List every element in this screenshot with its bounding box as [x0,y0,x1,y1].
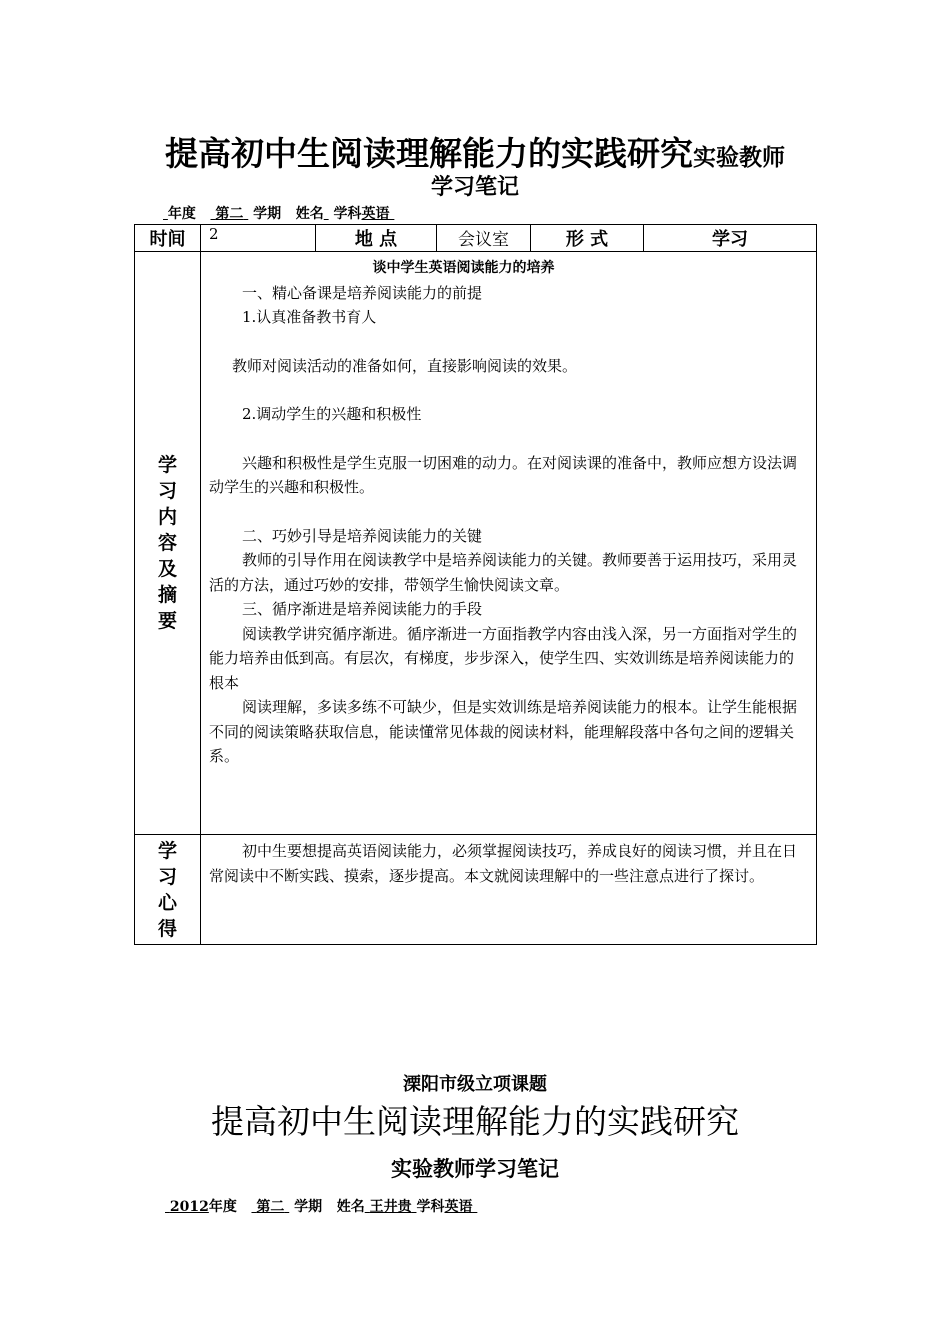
heading-1: 一、精心备课是培养阅读能力的前提 [242,283,483,302]
semester-label: 学期 [253,206,282,222]
form-value: 学习 [644,225,817,252]
year-value: 2012 [169,1199,209,1215]
second-title: 提高初中生阅读理解能力的实践研究 [211,1102,739,1141]
reflection-body [201,835,817,945]
paragraph-4: 阅读教学讲究循序渐进。循序渐进一方面指教学内容由浅入深，另一方面指对学生的能力培养由低到高。有层次，有梯度，步步深入，使学生四、实效训练是培养阅读能力的根本 [209,624,798,692]
form-label: 形 式 [531,225,644,252]
semester-value-2: 第二 [256,1199,285,1215]
place-value: 会议室 [437,225,531,252]
heading-1-1: 1.认真准备教书育人 [242,308,377,326]
reflection-row [135,835,817,945]
place-label: 地 点 [316,225,437,252]
name-value: 王井贵 [369,1199,412,1215]
article-title: 谈中学生英语阅读能力的培养 [372,260,555,276]
paragraph-2: 兴趣和积极性是学生克服一切困难的动力。在对阅读课的准备中，教师应想方设法调动学生的兴趣和积极性。 [209,453,798,496]
second-subtitle: 实验教师学习笔记 [391,1157,559,1181]
paragraph-5: 阅读理解，多读多练不可缺少，但是实效训练是培养阅读能力的根本。让学生能根据不同的阅读策略获取信息，能读懂常见体裁的阅读材料，能理解段落中各句之间的逻辑关系。 [209,698,798,765]
title-suffix: 实验教师 [693,145,785,171]
content-label: 学 习 内 容 及 摘 要 [135,252,201,835]
paragraph-1: 教师对阅读活动的准备如何，直接影响阅读的效果。 [232,356,578,375]
meta-line [163,203,394,223]
time-value: 2 [201,225,316,252]
heading-1-2: 2.调动学生的兴趣和积极性 [242,405,422,423]
heading-2: 二、巧妙引导是培养阅读能力的关键 [242,526,483,545]
semester-value: 第二 [215,206,244,222]
notes-table [134,224,817,945]
second-meta-line: 2012年度 第二 学期 姓名 王井贵 学科英语 [165,1196,477,1216]
header-row [135,225,817,252]
content-body [201,252,817,835]
subject-value-2: 英语 [444,1199,473,1215]
page-subtitle: 学习笔记 [430,175,519,200]
project-label: 溧阳市级立项课题 [403,1074,547,1095]
subject-label: 学科 [333,206,362,222]
reflection-label: 学 习 心 得 [135,835,201,945]
year-label: 年度 [167,206,196,222]
reflection-text: 初中生要想提高英语阅读能力，必须掌握阅读技巧，养成良好的阅读习惯，并且在日常阅读中不断实践、摸索，逐步提高。本文就阅读理解中的一些注意点进行了探讨。 [209,842,798,885]
name-label: 姓名 [295,206,324,222]
subject-value: 英语 [361,206,390,222]
paragraph-3: 教师的引导作用在阅读教学中是培养阅读能力的关键。教师要善于运用技巧，采用灵活的方法，通过巧妙的安排，带领学生愉快阅读文章。 [209,551,798,594]
heading-3: 三、循序渐进是培养阅读能力的手段 [242,600,483,618]
page-title [0,128,950,175]
title-main-text: 提高初中生阅读理解能力的实践研究 [165,134,693,173]
time-label: 时间 [135,225,201,252]
content-row [135,252,817,835]
